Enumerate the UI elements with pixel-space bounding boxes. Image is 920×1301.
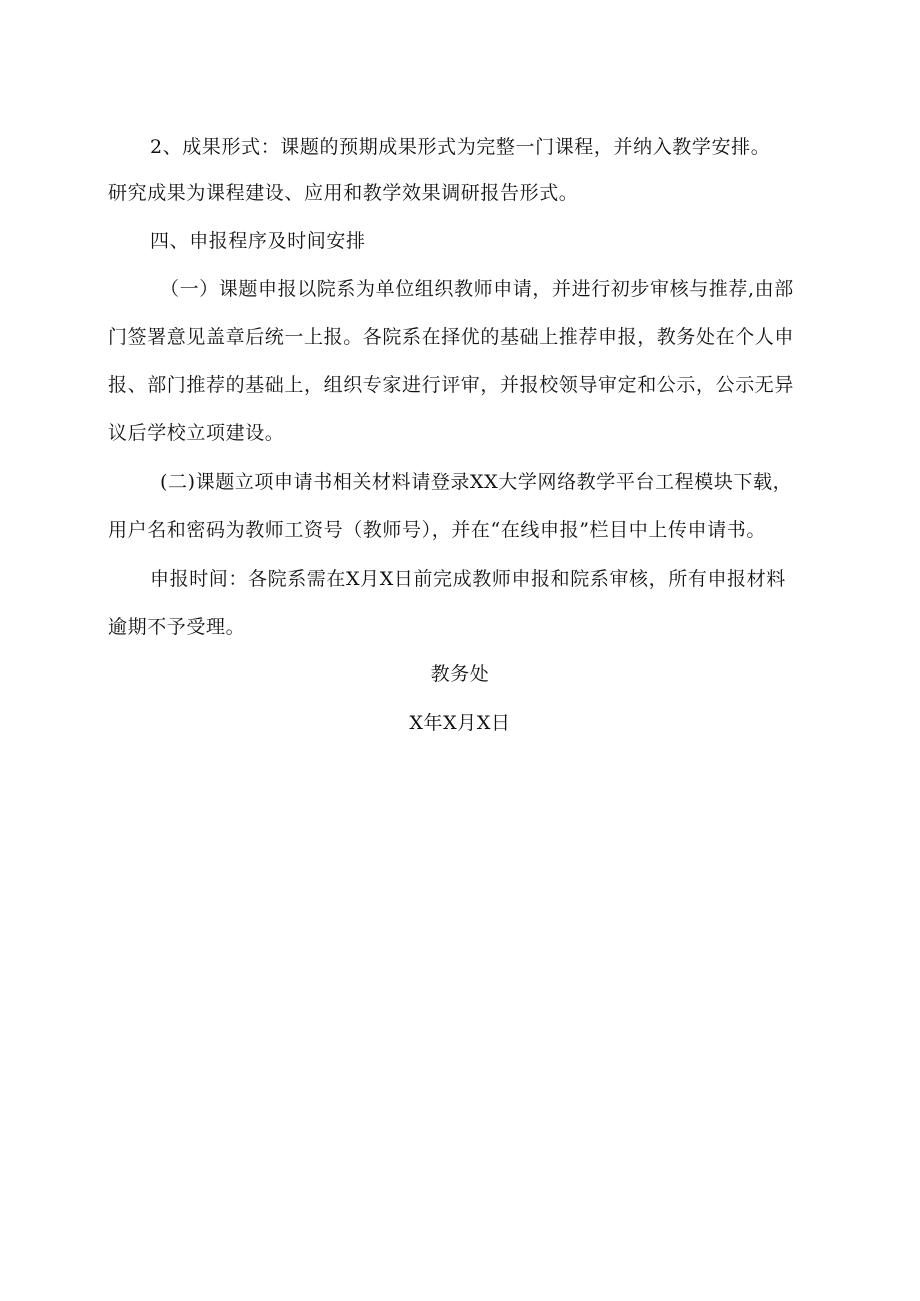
paragraph-deadline-line-1: 申报时间：各院系需在X月X日前完成教师申报和院系审核，所有申报材料 [150, 568, 786, 590]
paragraph-procedure-line-3: 报、部门推荐的基础上，组织专家进行评审，并报校领导审定和公示，公示无异 [108, 374, 795, 396]
paragraph-procedure-line-4: 议后学校立项建设。 [108, 422, 285, 444]
paragraph-procedure-line-2: 门签署意见盖章后统一上报。各院系在择优的基础上推荐申报，教务处在个人申 [108, 326, 795, 348]
signature-date: X年X月X日 [409, 712, 511, 734]
paragraph-outcome-line-1: 2、成果形式：课题的预期成果形式为完整一门课程，并纳入教学安排。 [150, 136, 771, 158]
paragraph-outcome-line-2: 研究成果为课程建设、应用和教学效果调研报告形式。 [108, 182, 579, 204]
section-heading-4: 四、申报程序及时间安排 [150, 230, 366, 252]
signature-office: 教务处 [430, 663, 490, 685]
paragraph-procedure-line-1: （一）课题申报以院系为单位组织教师申请，并进行初步审核与推荐,由部 [160, 278, 794, 300]
paragraph-materials-line-1: (二)课题立项申请书相关材料请登录XX大学网络教学平台工程模块下载， [160, 471, 793, 493]
paragraph-deadline-line-2: 逾期不予受理。 [108, 616, 246, 638]
paragraph-materials-line-2: 用户名和密码为教师工资号（教师号），并在“在线申报”栏目中上传申请书。 [108, 519, 766, 541]
